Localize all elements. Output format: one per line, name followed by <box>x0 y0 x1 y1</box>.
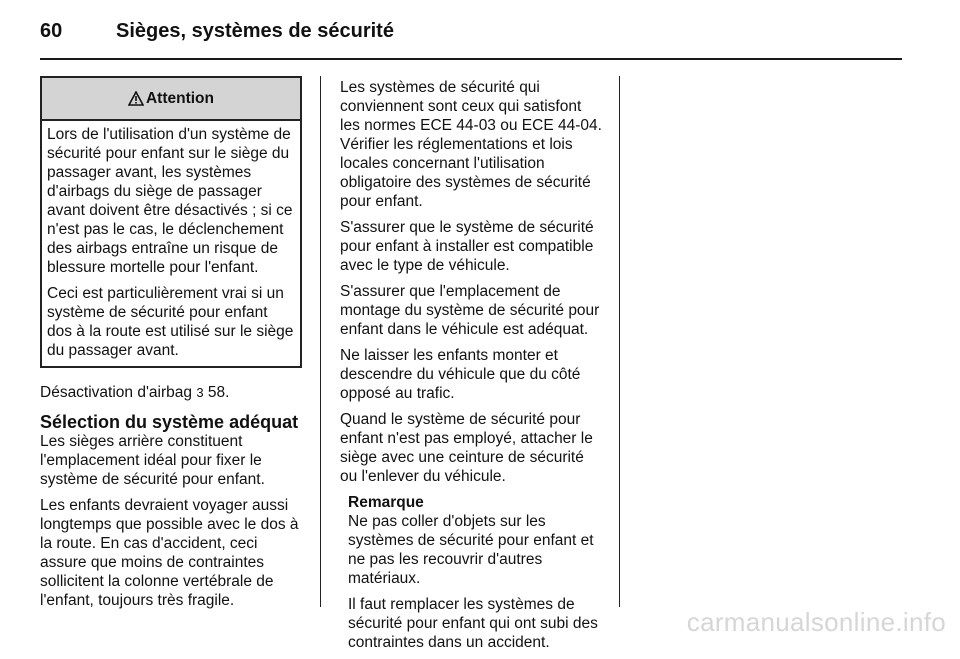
xref-text: Désactivation d'airbag <box>40 384 193 401</box>
left-body <box>40 432 302 610</box>
xref-page: 58. <box>207 384 230 401</box>
header-rule <box>40 58 902 60</box>
body-paragraph: Ne laisser les enfants monter et descendre du véhicule que du côté opposé au trafic. <box>340 347 581 402</box>
left-column <box>40 76 302 617</box>
attention-title: Attention <box>145 89 214 107</box>
attention-paragraph: Lors de l'utilisation d'un système de sécurité pour enfant sur le siège du passager avant, les systèmes d'airbags du siège de passager avant doivent être désactivés ; si ce n'est pas le cas, le déclenchement des airbags entraîne un risque de blessure mortelle pour l'enfant. <box>47 126 293 276</box>
page-number: 60 <box>40 20 63 42</box>
page-header <box>40 14 902 54</box>
note-block <box>340 493 604 652</box>
body-paragraph: S'assurer que l'emplacement de montage du système de sécurité pour enfant dans le véhicule est adéquat. <box>340 283 600 338</box>
note-paragraph: Il faut remplacer les systèmes de sécurité pour enfant qui ont subi des contraintes dans un accident. <box>348 596 598 651</box>
xref-arrow-icon: 3 <box>196 385 204 400</box>
body-paragraph: S'assurer que le système de sécurité pour enfant à installer est compatible avec le type de véhicule. <box>340 219 594 274</box>
watermark: carmanualsonline.info <box>686 607 946 637</box>
note-paragraph: Ne pas coller d'objets sur les systèmes de sécurité pour enfant et ne pas les recouvrir d'autres matériaux. <box>348 513 594 587</box>
attention-paragraph: Ceci est particulièrement vrai si un système de sécurité pour enfant dos à la route est utilisé sur le siège du passager avant. <box>47 285 294 359</box>
note-title: Remarque <box>348 494 424 511</box>
body-paragraph: Les enfants devraient voyager aussi longtemps que possible avec le dos à la route. En cas d'accident, ceci assure que moins de contraintes sollicitent la colonne vertébrale de l'enfant, toujours très fragile. <box>40 497 299 609</box>
attention-body <box>42 121 300 366</box>
column-divider-right <box>619 76 620 607</box>
body-paragraph: Les systèmes de sécurité qui conviennent sont ceux qui satisfont les normes ECE 44-03 ou ECE 44-04. Vérifier les réglementations et lois locales concernant l'utilisation obligatoire des systèmes de sécurité pour enfant. <box>340 79 602 210</box>
page-title: Sièges, systèmes de sécurité <box>116 20 394 42</box>
attention-box <box>40 76 302 368</box>
middle-column <box>340 78 604 659</box>
body-paragraph: Quand le système de sécurité pour enfant n'est pas employé, attacher le siège avec une ceinture de sécurité ou l'enlever du véhicule. <box>340 411 593 485</box>
cross-reference <box>40 383 302 402</box>
section-heading: Sélection du système adéquat <box>40 412 299 432</box>
body-paragraph: Les sièges arrière constituent l'emplacement idéal pour fixer le système de sécurité pour enfant. <box>40 433 265 488</box>
attention-header <box>42 78 300 121</box>
warning-triangle-icon <box>128 91 144 106</box>
column-divider-left <box>320 76 321 607</box>
